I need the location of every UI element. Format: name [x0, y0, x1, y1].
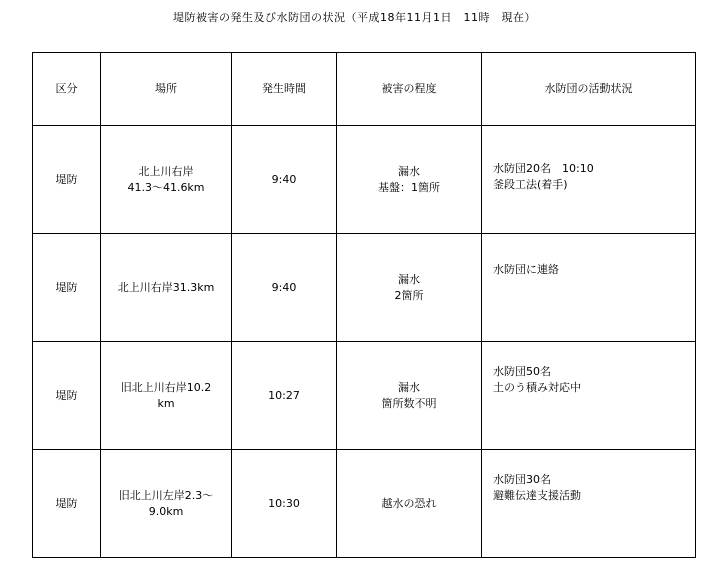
cell-line: 避難伝達支援活動 — [493, 489, 581, 502]
table-row — [33, 126, 696, 234]
cell-teido — [337, 342, 482, 450]
cell-basho — [101, 450, 232, 558]
cell-line: 漏水 — [398, 164, 420, 178]
header-teido: 被害の程度 — [337, 53, 482, 126]
cell-kubun: 堤防 — [33, 342, 101, 450]
cell-jikan: 9:40 — [232, 126, 337, 234]
cell-teido — [337, 450, 482, 558]
cell-basho — [101, 234, 232, 342]
cell-teido — [337, 126, 482, 234]
cell-line: 基盤：1箇所 — [378, 180, 440, 194]
header-basho: 場所 — [101, 53, 232, 126]
cell-katsudo — [482, 342, 696, 450]
cell-kubun: 堤防 — [33, 126, 101, 234]
cell-line: 北上川右岸 — [138, 164, 194, 178]
cell-jikan: 10:27 — [232, 342, 337, 450]
cell-line: 北上川右岸31.3km — [117, 280, 215, 294]
header-jikan: 発生時間 — [232, 53, 337, 126]
cell-jikan: 9:40 — [232, 234, 337, 342]
header-kubun: 区分 — [33, 53, 101, 126]
cell-line: 漏水 — [398, 272, 420, 286]
cell-line: km — [157, 396, 175, 410]
cell-katsudo — [482, 450, 696, 558]
cell-jikan: 10:30 — [232, 450, 337, 558]
cell-teido — [337, 234, 482, 342]
header-row — [33, 53, 696, 126]
cell-line: 土のう積み対応中 — [493, 381, 581, 394]
cell-line: 2箇所 — [394, 288, 424, 302]
cell-line: 越水の恐れ — [381, 496, 437, 510]
cell-basho — [101, 342, 232, 450]
cell-line: 水防団30名 — [493, 473, 551, 486]
cell-line: 水防団に連絡 — [493, 263, 559, 276]
cell-katsudo — [482, 234, 696, 342]
document-title: 堤防被害の発生及び水防団の状況（平成18年11月1日 11時 現在） — [173, 11, 536, 24]
table-row — [33, 342, 696, 450]
cell-line: 箇所数不明 — [381, 396, 437, 410]
table-row — [33, 234, 696, 342]
cell-kubun: 堤防 — [33, 450, 101, 558]
cell-katsudo — [482, 126, 696, 234]
table-row — [33, 450, 696, 558]
levee-damage-table — [32, 52, 696, 558]
cell-line: 水防団50名 — [493, 365, 551, 378]
cell-line: 釜段工法(着手) — [493, 178, 568, 191]
cell-line: 41.3～41.6km — [127, 180, 205, 194]
cell-line: 漏水 — [398, 380, 420, 394]
cell-line: 旧北上川右岸10.2 — [120, 380, 212, 394]
cell-kubun: 堤防 — [33, 234, 101, 342]
cell-line: 旧北上川左岸2.3～ — [118, 488, 214, 502]
cell-line: 9.0km — [148, 504, 184, 518]
header-katsudo: 水防団の活動状況 — [482, 53, 696, 126]
cell-basho — [101, 126, 232, 234]
cell-line: 水防団20名 10:10 — [493, 162, 594, 175]
